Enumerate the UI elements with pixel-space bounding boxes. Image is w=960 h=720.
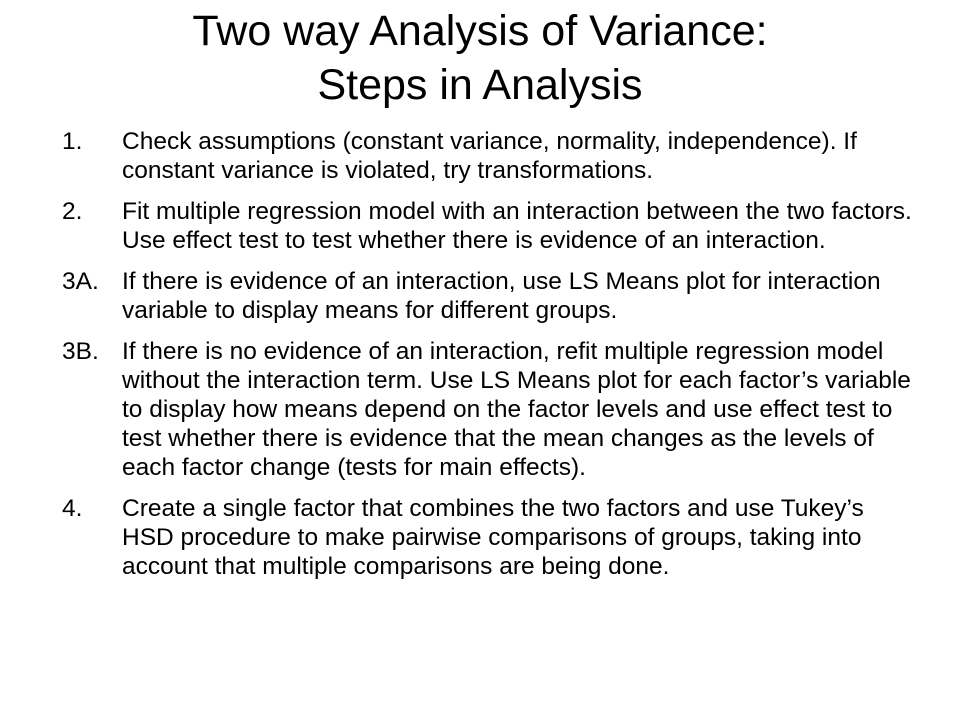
step-1-text: Check assumptions (constant variance, normality, independence). If constant variance is violated, try transformations. [122,128,857,184]
step-4 [62,494,912,581]
step-4-number: 4. [62,495,83,522]
slide-title [60,4,900,112]
step-3a-text: If there is evidence of an interaction, use LS Means plot for interaction variable to display means for different groups. [122,268,881,324]
step-2-number: 2. [62,198,83,225]
step-3a-number: 3A. [62,268,99,295]
slide-title-line-1: Two way Analysis of Variance: [192,7,768,55]
steps-list [62,127,912,593]
step-3b [62,337,912,482]
step-2-text: Fit multiple regression model with an interaction between the two factors. Use effect test to test whether there is evidence of an interaction. [122,198,912,254]
step-1-number: 1. [62,128,83,155]
step-1 [62,127,912,185]
step-3b-number: 3B. [62,338,99,365]
step-4-text: Create a single factor that combines the two factors and use Tukey’s HSD procedure to make pairwise comparisons of groups, taking into account that multiple comparisons are being done. [122,495,864,580]
step-3b-text: If there is no evidence of an interaction, refit multiple regression model without the interaction term. Use LS Means plot for each factor’s variable to display how means depend on the factor levels and use effect test to test whether there is evidence that the mean changes as the levels of each factor change (tests for main effects). [122,338,911,481]
step-2 [62,197,912,255]
step-3a [62,267,912,325]
slide-title-line-2: Steps in Analysis [317,61,643,109]
